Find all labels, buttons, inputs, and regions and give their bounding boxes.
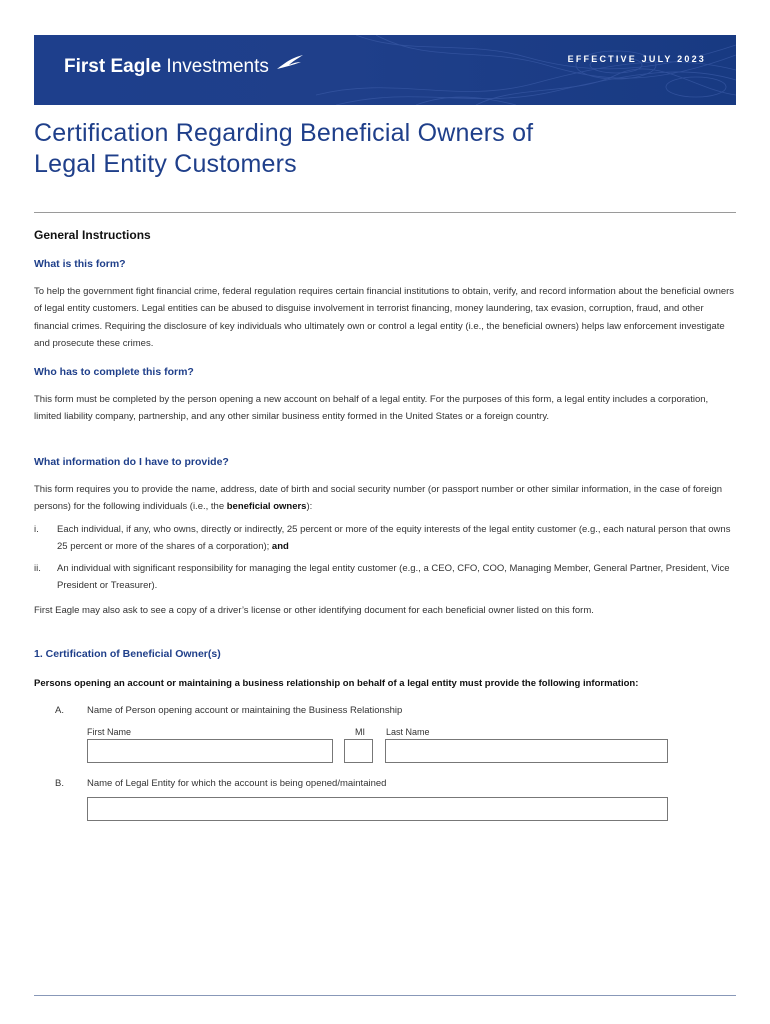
divider bbox=[34, 212, 736, 213]
question-who-completes: Who has to complete this form? bbox=[34, 366, 194, 378]
title-line-1: Certification Regarding Beneficial Owners of bbox=[34, 119, 534, 147]
first-name-label: First Name bbox=[87, 727, 132, 737]
section-heading-certification: 1. Certification of Beneficial Owner(s) bbox=[34, 648, 221, 660]
last-name-label: Last Name bbox=[386, 727, 430, 737]
question-what-is-form: What is this form? bbox=[34, 258, 126, 270]
effective-date: EFFECTIVE JULY 2023 bbox=[567, 54, 706, 64]
list-item-number: ii. bbox=[34, 563, 41, 574]
last-name-field[interactable] bbox=[385, 739, 668, 763]
paragraph-who-completes: This form must be completed by the person opening a new account on behalf of a legal entity. For the purposes of this form, a legal entity includes a corporation, limited liability company, partnership, and any other similar business entity formed in the United States or a foreign country. bbox=[34, 394, 709, 423]
first-name-field[interactable] bbox=[87, 739, 333, 763]
paragraph-what-is-form: To help the government fight financial crime, federal regulation requires certain financial institutions to obtain, verify, and record information about the beneficial owners of legal entity customers. Legal entities can be abused to disguise involvement in terrorist financing, money laundering, tax evasion, corruption, fraud, and other financial crimes. Requiring the disclosure of key individuals who ultimately own or control a legal entity (i.e., the beneficial owners) helps law enforcement investigate and prosecute these crimes. bbox=[34, 286, 735, 349]
legal-entity-field[interactable] bbox=[87, 797, 668, 821]
item-letter-a: A. bbox=[55, 705, 64, 716]
paragraph-text-end: ): bbox=[306, 501, 313, 513]
list-item-and: and bbox=[271, 540, 289, 552]
list-item-number: i. bbox=[34, 524, 39, 535]
section-heading-general: General Instructions bbox=[34, 228, 151, 242]
eagle-wing-icon bbox=[277, 55, 303, 71]
paragraph-text: This form requires you to provide the name, address, date of birth and social security number (or passport number or other similar information, in the case of foreign persons) for the following individuals (i.e., the bbox=[34, 484, 723, 513]
persons-instruction: Persons opening an account or maintaining a business relationship on behalf of a legal entity must provide the following information: bbox=[34, 678, 639, 689]
item-letter-b: B. bbox=[55, 778, 64, 789]
logo-text-regular: Investments bbox=[161, 56, 269, 77]
mi-field[interactable] bbox=[344, 739, 373, 763]
title-line-2: Legal Entity Customers bbox=[34, 150, 297, 178]
list-item-text: An individual with significant responsibility for managing the legal entity customer (e.g., a CEO, CFO, COO, Managing Member, General Partner, President, Vice President or Treasurer). bbox=[57, 563, 730, 591]
beneficial-owners-term: beneficial owners bbox=[226, 501, 307, 513]
mi-label: MI bbox=[355, 727, 365, 737]
logo-text-bold: First Eagle bbox=[64, 56, 162, 77]
person-name-label: Name of Person opening account or maintaining the Business Relationship bbox=[87, 705, 403, 716]
paragraph-what-information bbox=[34, 481, 736, 516]
company-logo bbox=[64, 56, 269, 78]
footer-divider bbox=[34, 995, 736, 996]
list-item-body: Each individual, if any, who owns, directly or indirectly, 25 percent or more of the equity interests of the legal entity customer (e.g., each natural person that owns 25 percent or more of the shares of a corporation); bbox=[57, 524, 731, 552]
contour-pattern bbox=[316, 35, 736, 105]
header-banner bbox=[34, 35, 736, 105]
page-title bbox=[34, 118, 734, 180]
question-what-information: What information do I have to provide? bbox=[34, 456, 229, 468]
list-item-text bbox=[57, 522, 736, 555]
legal-entity-label: Name of Legal Entity for which the account is being opened/maintained bbox=[87, 778, 387, 789]
paragraph-id-document: First Eagle may also ask to see a copy of a driver’s license or other identifying document for each beneficial owner listed on this form. bbox=[34, 605, 594, 616]
